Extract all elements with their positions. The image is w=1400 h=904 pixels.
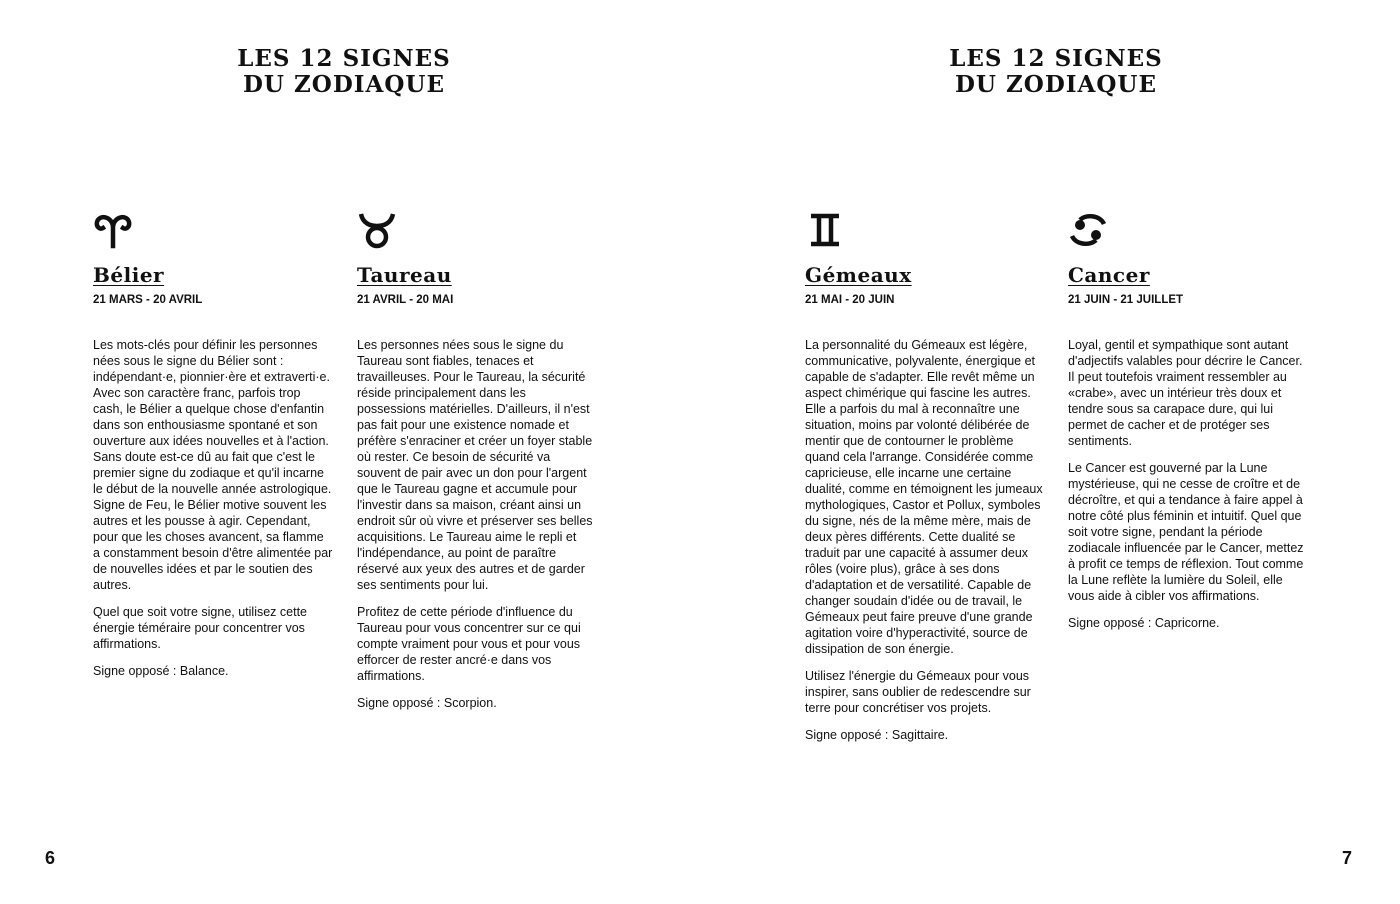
paragraph: Utilisez l'énergie du Gémeaux pour vous inspirer, sans oublier de redescendre sur terre pour concrétiser vos projets.	[805, 669, 1031, 715]
sign-section-taureau	[357, 210, 597, 722]
title-line-1: LES 12 SIGNES	[237, 45, 451, 72]
paragraph: Les mots-clés pour définir les personnes nées sous le signe du Bélier sont : indépendant·e, pionnier·ère et extraverti·e. Avec son caractère franc, parfois trop cash, le Bélier a quelque chose d'enfantin dans son enthousiasme spontané et son ouverture aux idées nouvelles et à l'action. Sans doute est-ce dû au fait que c'est le premier signe du zodiaque et qu'il incarne le début de la nouvelle année astrologique. Signe de Feu, le Bélier motive souvent les autres et les pousse à agir. Cependant, pour que les choses avancent, sa flamme a constamment besoin d'être alimentée par de nouvelles idées et par le soutien des autres.	[93, 338, 333, 592]
opposite-sign: Signe opposé : Balance.	[93, 664, 229, 678]
sign-name: Cancer	[1068, 263, 1150, 287]
opposite-sign: Signe opposé : Scorpion.	[357, 696, 497, 710]
sign-dates: 21 JUIN - 21 JUILLET	[1068, 294, 1184, 306]
sign-name: Taureau	[357, 263, 452, 287]
cancer-icon	[1068, 210, 1108, 250]
paragraph: Quel que soit votre signe, utilisez cette énergie téméraire pour concentrer vos affirmations.	[93, 605, 308, 651]
page-number: 7	[1342, 848, 1353, 868]
sign-name: Gémeaux	[805, 263, 912, 287]
sign-dates: 21 AVRIL - 20 MAI	[357, 294, 454, 306]
page-title	[706, 46, 1400, 98]
opposite-sign: Signe opposé : Capricorne.	[1068, 616, 1220, 630]
sign-name: Bélier	[93, 263, 165, 287]
sign-description	[93, 337, 333, 679]
title-line-1: LES 12 SIGNES	[949, 45, 1163, 72]
paragraph: Le Cancer est gouverné par la Lune mystérieuse, qui ne cesse de croître et de décroître, et qui a tendance à faire appel à notre côté plus féminin et intuitif. Quel que soit votre signe, pendant la période zodiacale influencée par le Cancer, mettez à profit ce temps de réflexion. Tout comme la Lune reflète la lumière du Soleil, elle vous aide à cibler vos affirmations.	[1068, 461, 1304, 603]
page-number: 6	[45, 848, 56, 868]
paragraph: Profitez de cette période d'influence du Taureau pour vous concentrer sur ce qui compte vraiment pour vous et pour vous efforcer de rester ancré·e dans vos affirmations.	[357, 605, 581, 683]
title-line-2: DU ZODIAQUE	[242, 71, 445, 98]
page-title	[0, 46, 694, 98]
right-page	[700, 0, 1400, 904]
sign-dates: 21 MAI - 20 JUIN	[805, 294, 895, 306]
taurus-icon	[357, 210, 397, 250]
opposite-sign: Signe opposé : Sagittaire.	[805, 728, 949, 742]
title-line-2: DU ZODIAQUE	[954, 71, 1157, 98]
sign-dates: 21 MARS - 20 AVRIL	[93, 294, 203, 306]
aries-icon	[93, 210, 133, 250]
sign-section-gemeaux	[805, 210, 1045, 754]
sign-section-belier	[93, 210, 333, 690]
sign-description	[1068, 337, 1308, 631]
sign-description	[805, 337, 1045, 743]
sign-description	[357, 337, 597, 711]
paragraph: Les personnes nées sous le signe du Taureau sont fiables, tenaces et travailleuses. Pour le Taureau, la sécurité réside principalement dans les possessions matérielles. D'ailleurs, il n'est pas fait pour une existence nomade et préfère s'enraciner et créer un foyer stable où rester. Ce besoin de sécurité va souvent de pair avec un don pour l'argent que le Taureau gagne et accumule pour l'investir dans sa maison, créant ainsi un endroit sûr où vivre et préserver ses belles acquisitions. Le Taureau aime le repli et l'indépendance, au point de paraître réservé aux yeux des autres et de garder ses sentiments pour lui.	[357, 338, 593, 592]
sign-section-cancer	[1068, 210, 1308, 642]
gemini-icon	[805, 210, 845, 250]
paragraph: Loyal, gentil et sympathique sont autant d'adjectifs valables pour décrire le Cancer. Il peut toutefois vraiment ressembler au «crabe», avec un intérieur très doux et tendre sous sa carapace dure, qui lui permet de cacher et de protéger ses sentiments.	[1068, 338, 1303, 448]
paragraph: La personnalité du Gémeaux est légère, communicative, polyvalente, énergique et capable de s'adapter. Elle revêt même un aspect chimérique qui fascine les autres. Elle a parfois du mal à reconnaître une situation, moins par volonté délibérée de mentir que de contourner le problème quand cela l'arrange. Considérée comme capricieuse, elle incarne une certaine dualité, comme en témoignent les jumeaux mythologiques, Castor et Pollux, symboles du signe, nés de la même mère, mais de deux pères différents. Cette dualité se traduit par une capacité à assumer deux rôles (voire plus), grâce à ses dons d'adaptation et de versatilité. Capable de changer soudain d'idée ou de travail, le Gémeaux peut faire preuve d'une grande agitation voire d'hyperactivité, source de dissipation de son énergie.	[805, 338, 1043, 656]
